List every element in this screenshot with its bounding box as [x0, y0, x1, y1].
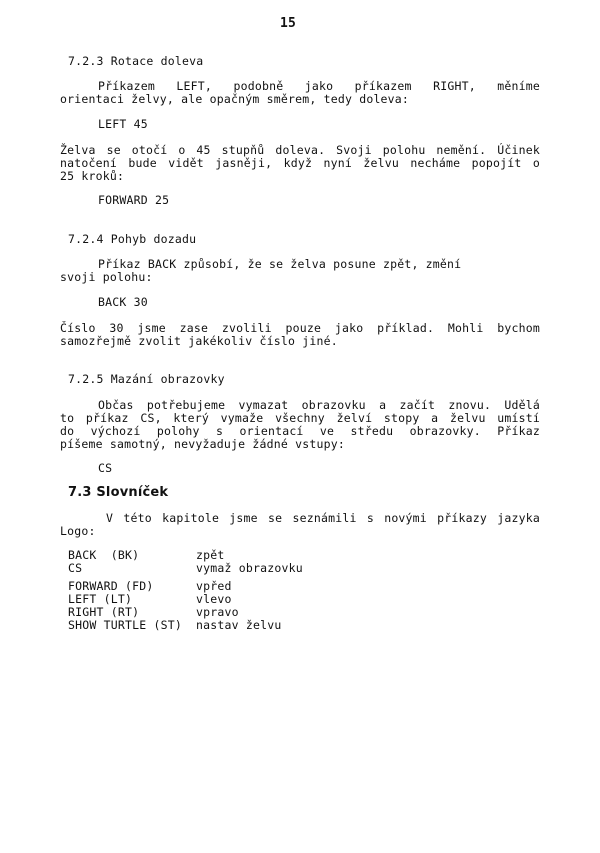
paragraph-line: Příkazem LEFT, podobně jako příkazem RIGHT, měníme: [98, 79, 540, 93]
page-number: 15: [280, 16, 297, 31]
glossary-description: vpravo: [196, 605, 239, 619]
glossary-description: vymaž obrazovku: [196, 561, 303, 575]
code-example: FORWARD 25: [98, 193, 170, 207]
glossary-row: [68, 575, 303, 593]
code-example: LEFT 45: [98, 117, 148, 131]
paragraph-line: Logo:: [60, 524, 96, 538]
glossary-command: CS: [68, 561, 83, 575]
glossary-description: zpět: [196, 548, 225, 562]
section-heading-7-3: 7.3 Slovníček: [68, 485, 169, 500]
paragraph-line: 25 kroků:: [60, 169, 125, 183]
paragraph-line: orientaci želvy, ale opačným směrem, tedy doleva:: [60, 92, 410, 106]
glossary-description: vlevo: [196, 592, 232, 606]
paragraph-line: svoji polohu:: [60, 270, 153, 284]
paragraph-line: píšeme samotný, nevyžaduje žádné vstupy:: [60, 437, 345, 451]
section-heading-7-2-5: 7.2.5 Mazání obrazovky: [68, 372, 225, 386]
paragraph-line: Želva se otočí o 45 stupňů doleva. Svoji polohu nemění. Účinek: [60, 143, 540, 157]
glossary-description: nastav želvu: [196, 618, 282, 632]
section-heading-7-2-3: 7.2.3 Rotace doleva: [68, 54, 204, 68]
glossary-command: RIGHT (RT): [68, 605, 140, 619]
code-example: BACK 30: [98, 295, 148, 309]
paragraph-line: natočení bude vidět jasněji, když nyní želvu necháme popojít o: [60, 156, 540, 170]
glossary-command: BACK (BK): [68, 548, 140, 562]
glossary-command: FORWARD (FD): [68, 579, 154, 593]
glossary-command: SHOW TURTLE (ST): [68, 618, 182, 632]
paragraph-line: do výchozí polohy s orientací ve středu obrazovky. Příkaz: [60, 424, 540, 438]
paragraph-line: V této kapitole jsme se seznámili s novými příkazy jazyka: [106, 511, 540, 525]
glossary-row: [68, 562, 303, 575]
glossary-row: [68, 619, 303, 632]
paragraph-line: Občas potřebujeme vymazat obrazovku a začít znovu. Udělá: [98, 398, 540, 412]
glossary-table: [68, 549, 303, 632]
glossary-description: vpřed: [196, 579, 232, 593]
paragraph-line: Příkaz BACK způsobí, že se želva posune zpět, změní: [98, 257, 462, 271]
glossary-command: LEFT (LT): [68, 592, 133, 606]
paragraph-line: samozřejmě zvolit jakékoliv číslo jiné.: [60, 334, 338, 348]
section-heading-7-2-4: 7.2.4 Pohyb dozadu: [68, 232, 197, 246]
code-example: CS: [98, 461, 113, 475]
paragraph-line: Číslo 30 jsme zase zvolili pouze jako příklad. Mohli bychom: [60, 321, 540, 335]
paragraph-line: to příkaz CS, který vymaže všechny želví stopy a želvu umístí: [60, 411, 540, 425]
